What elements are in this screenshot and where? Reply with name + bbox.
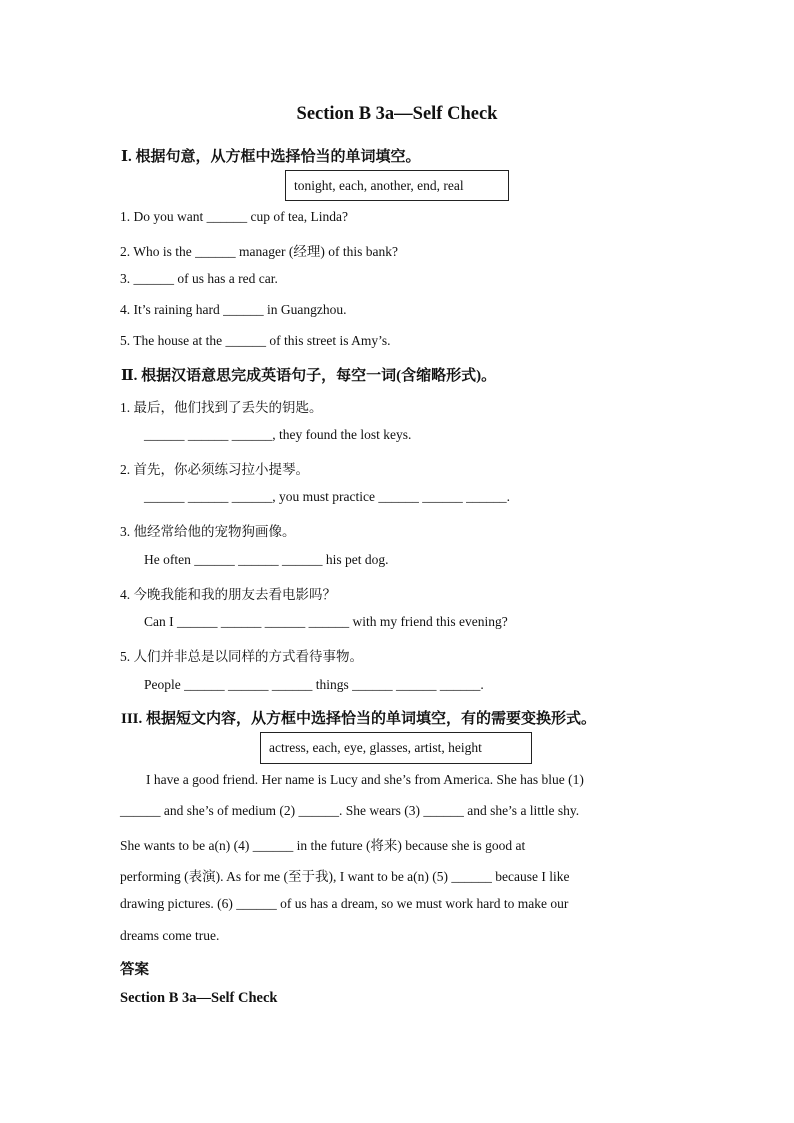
part2-item-1-english: ______ ______ ______, they found the lost keys. — [144, 427, 412, 442]
part2-item-2-english: ______ ______ ______, you must practice ______ ______ ______. — [144, 489, 510, 504]
part2-item-2-chinese: 2. 首先，你必须练习拉小提琴。 — [120, 462, 309, 477]
passage-line-2: ______ and she’s of medium (2) ______. She wears (3) ______ and she’s a little shy. — [120, 803, 580, 818]
part2-item-5-chinese: 5. 人们并非总是以同样的方式看待事物。 — [120, 649, 363, 664]
part2-item-3-english: He often ______ ______ ______ his pet dog. — [144, 552, 389, 567]
part2-item-1-chinese: 1. 最后，他们找到了丢失的钥匙。 — [120, 400, 323, 415]
passage-line-4: performing (表演). As for me (至于我), I want to be a(n) (5) ______ because I like — [120, 869, 570, 884]
passage-line-5: drawing pictures. (6) ______ of us has a dream, so we must work hard to make our — [120, 896, 569, 911]
part3-heading: III. 根据短文内容，从方框中选择恰当的单词填空，有的需要变换形式。 — [121, 711, 597, 727]
part1-item-1: 1. Do you want ______ cup of tea, Linda? — [120, 209, 348, 224]
part3-word-box: actress, each, eye, glasses, artist, height — [260, 732, 532, 764]
part2-item-4-english: Can I ______ ______ ______ ______ with my friend this evening? — [144, 614, 508, 629]
part2-item-3-chinese: 3. 他经常给他的宠物狗画像。 — [120, 524, 296, 539]
page-title: Section B 3a—Self Check — [296, 104, 498, 124]
passage-line-6: dreams come true. — [120, 928, 220, 943]
part2-item-4-chinese: 4. 今晚我能和我的朋友去看电影吗？ — [120, 587, 336, 602]
part1-item-3: 3. ______ of us has a red car. — [120, 271, 278, 286]
passage-line-1: I have a good friend. Her name is Lucy and she’s from America. She has blue (1) — [146, 772, 584, 787]
part2-item-5-english: People ______ ______ ______ things ______ ______ ______. — [144, 677, 484, 692]
part2-heading: Ⅱ. 根据汉语意思完成英语句子，每空一词(含缩略形式)。 — [121, 368, 497, 384]
answers-label: 答案 — [120, 962, 149, 978]
part1-item-2: 2. Who is the ______ manager (经理) of this bank? — [120, 244, 398, 259]
part1-heading: Ⅰ. 根据句意，从方框中选择恰当的单词填空。 — [121, 149, 421, 165]
answers-section-title: Section B 3a—Self Check — [120, 990, 278, 1006]
passage-line-3: She wants to be a(n) (4) ______ in the future (将来) because she is good at — [120, 838, 526, 853]
part1-item-5: 5. The house at the ______ of this street is Amy’s. — [120, 333, 391, 348]
part1-item-4: 4. It’s raining hard ______ in Guangzhou. — [120, 302, 347, 317]
part1-word-box: tonight, each, another, end, real — [285, 170, 509, 201]
